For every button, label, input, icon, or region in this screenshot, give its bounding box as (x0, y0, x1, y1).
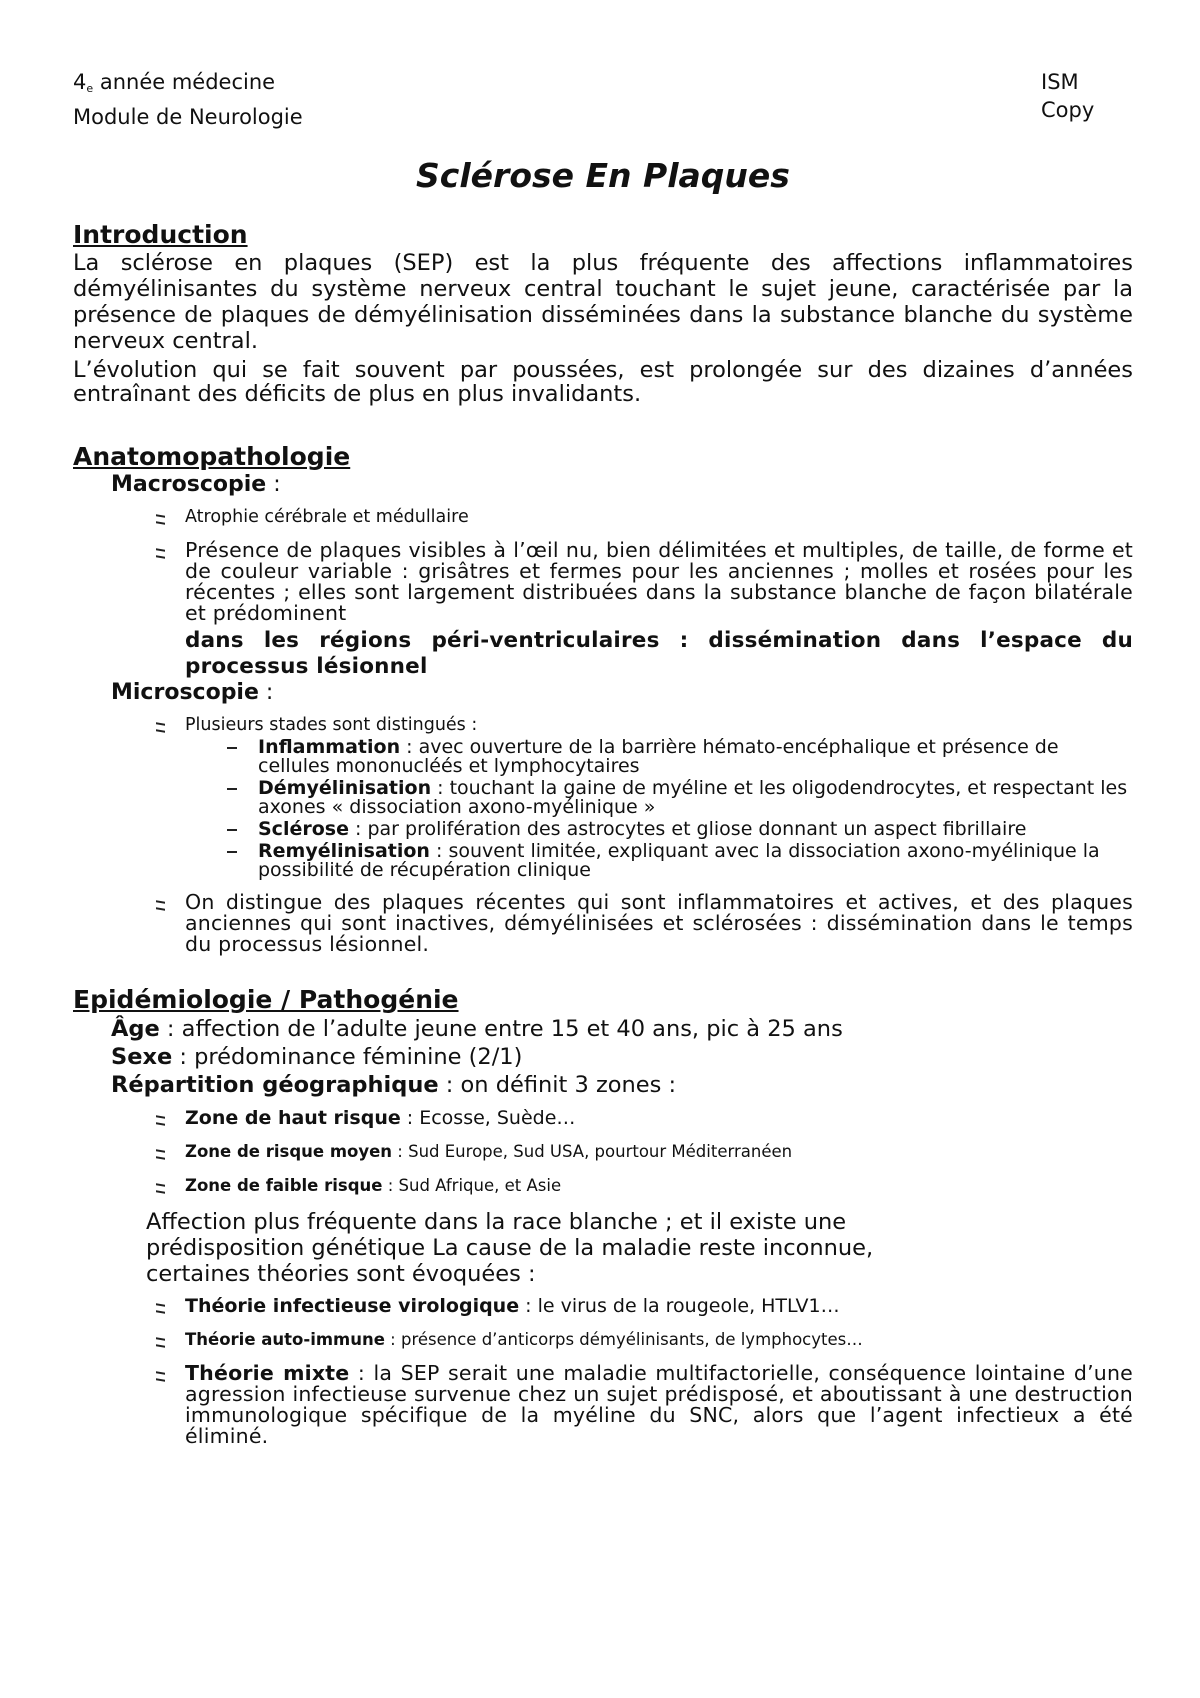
stages-intro: Plusieurs stades sont distingués : (185, 715, 478, 735)
epi-age (111, 1015, 1133, 1043)
age-text: : affection de l’adulte jeune entre 15 et 40 ans, pic à 25 ans (159, 1016, 843, 1042)
stages-list (185, 738, 1133, 880)
stage-text: : par prolifération des astrocytes et gliose donnant un aspect fibrillaire (348, 818, 1027, 840)
year-superscript: e (86, 82, 94, 95)
theory-text: : la SEP serait une maladie multifactorielle, conséquence lointaine d’une agression infectieuse survenue chez un sujet prédisposé, et aboutissant à une destruction immunologique spécifique de la myéline du SNC, alors que l’agent infectieux a été éliminé. (185, 1361, 1133, 1448)
macroscopie-colon: : (266, 472, 281, 497)
list-item (185, 714, 1133, 880)
theory-item (185, 1363, 1133, 1447)
list-item (185, 540, 1133, 680)
theory-term: Théorie infectieuse virologique (185, 1295, 520, 1317)
header-left (73, 68, 303, 131)
list-item: On distingue des plaques récentes qui sont inflammatoires et actives, et des plaques anciennes qui sont inactives, démyélinisées et sclérosées : dissémination dans le temps du processus lésionnel. (185, 890, 1133, 956)
stage-item (258, 820, 1133, 839)
zone-text: : Ecosse, Suède… (400, 1107, 576, 1129)
macroscopie-plaques-continuation: dans les régions péri-ventriculaires : dissémination dans l’espace du processus lésionnel (185, 628, 1133, 679)
zone-text: : Sud Europe, Sud USA, pourtour Méditerranéen (392, 1142, 793, 1161)
header-right (1041, 68, 1094, 124)
theory-item (185, 1329, 1133, 1351)
year-text: année médecine (93, 70, 276, 94)
subheading-macroscopie (111, 472, 1133, 498)
age-label: Âge (111, 1016, 160, 1042)
microscopie-colon: : (258, 680, 274, 705)
document-title: Sclérose En Plaques (416, 156, 790, 195)
heading-introduction: Introduction (73, 220, 248, 249)
header-module: Module de Neurologie (73, 105, 303, 129)
heading-anatomopathologie: Anatomopathologie (73, 442, 351, 471)
header-ism: ISM (1041, 70, 1079, 94)
macroscopie-list (73, 506, 1133, 680)
heading-epidemiologie: Epidémiologie / Pathogénie (73, 985, 459, 1014)
affection-paragraph: Affection plus fréquente dans la race blanche ; et il existe une prédisposition génétique La cause de la maladie reste inconnue, certaines théories sont évoquées : (146, 1209, 874, 1287)
theory-text: : présence d’anticorps démyélinisants, de lymphocytes… (384, 1330, 863, 1349)
zone-term: Zone de risque moyen (185, 1142, 393, 1161)
theories-list (73, 1295, 1133, 1447)
stage-text: : touchant la gaine de myéline et les oligodendrocytes, et respectant les axones « dissociation axono-myélinique » (258, 777, 1128, 818)
stage-item (258, 842, 1133, 880)
sexe-label: Sexe (111, 1044, 173, 1070)
stage-term: Inflammation (258, 736, 401, 758)
theory-term: Théorie mixte (185, 1361, 350, 1385)
macroscopie-plaques-text: Présence de plaques visibles à l’œil nu, bien délimitées et multiples, de taille, de forme et de couleur variable : grisâtres et fermes pour les anciennes ; molles et rosées pour les récentes ; elles sont largement distribuées dans la substance blanche de façon bilatérale et prédominent (185, 538, 1133, 625)
epi-geo (111, 1071, 1133, 1099)
stage-text: : avec ouverture de la barrière hémato-encéphalique et présence de cellules mononucléés et lymphocytaires (258, 736, 1059, 777)
header-copy: Copy (1041, 98, 1095, 122)
header-year (73, 68, 303, 103)
zone-term: Zone de faible risque (185, 1176, 383, 1195)
zone-item (185, 1141, 1133, 1163)
sexe-text: : prédominance féminine (2/1) (172, 1044, 523, 1070)
intro-paragraph-2: L’évolution qui se fait souvent par poussées, est prolongée sur des dizaines d’années entraînant des déficits de plus en plus invalidants. (73, 357, 1133, 407)
stage-text: : souvent limitée, expliquant avec la dissociation axono-myélinique la possibilité de récupération clinique (258, 840, 1100, 881)
page-header (73, 68, 1133, 132)
zone-term: Zone de haut risque (185, 1107, 401, 1129)
geo-label: Répartition géographique (111, 1072, 439, 1098)
theory-item (185, 1295, 1133, 1317)
epi-sexe (111, 1043, 1133, 1071)
zone-text: : Sud Afrique, et Asie (382, 1176, 562, 1195)
subheading-microscopie (111, 680, 1133, 706)
stage-item (258, 779, 1133, 817)
stage-term: Remyélinisation (258, 840, 430, 862)
stage-term: Démyélinisation (258, 777, 432, 799)
zones-list (73, 1107, 1133, 1197)
stage-item (258, 738, 1133, 776)
intro-paragraph-1: La sclérose en plaques (SEP) est la plus fréquente des affections inflammatoires démyélinisantes du système nerveux central touchant le sujet jeune, caractérisée par la présence de plaques de démyélinisation disséminées dans la substance blanche du système nerveux central. (73, 250, 1133, 354)
stage-term: Sclérose (258, 818, 349, 840)
document-page (73, 68, 1133, 1447)
microscopie-label: Microscopie (111, 680, 259, 705)
macroscopie-label: Macroscopie (111, 472, 267, 497)
theory-text: : le virus de la rougeole, HTLV1… (519, 1295, 840, 1317)
geo-text: : on définit 3 zones : (438, 1072, 677, 1098)
zone-item (185, 1107, 1133, 1129)
theory-term: Théorie auto-immune (185, 1330, 385, 1349)
microscopie-list (73, 714, 1133, 955)
zone-item (185, 1175, 1133, 1197)
list-item: Atrophie cérébrale et médullaire (185, 506, 1133, 528)
year-number: 4 (73, 70, 87, 94)
